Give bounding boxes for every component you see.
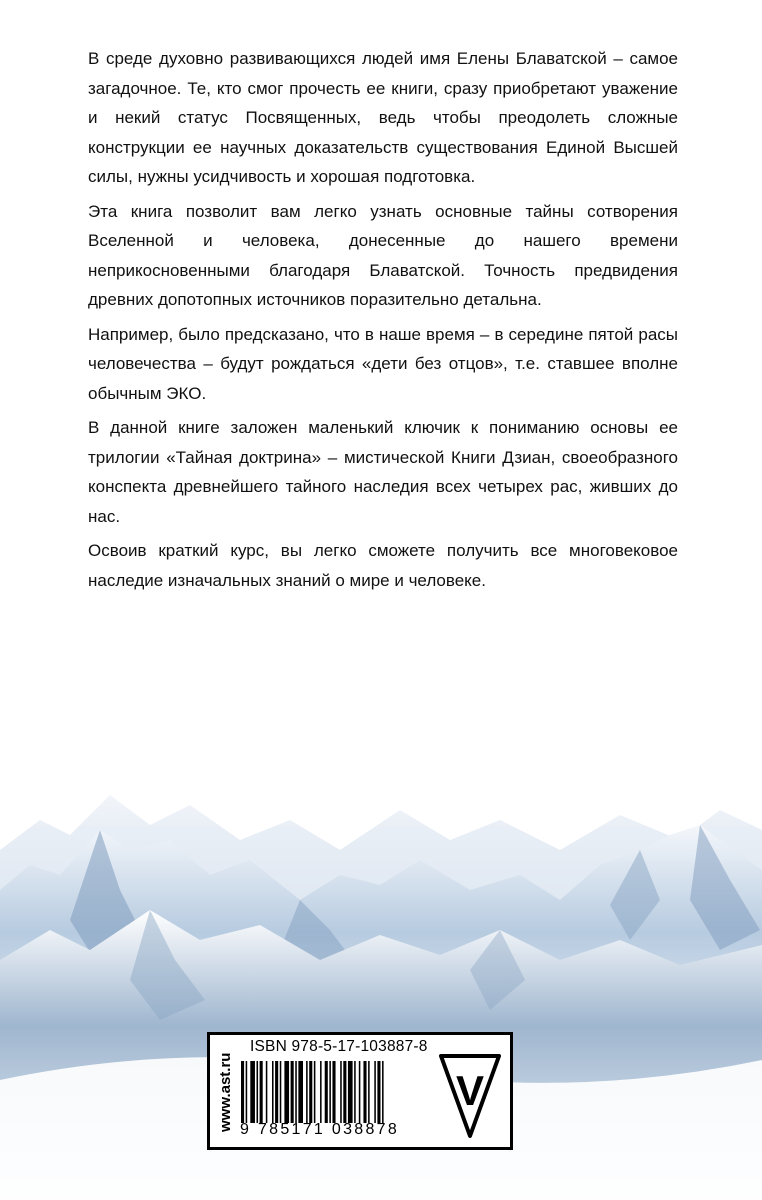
paragraph-1: В среде духовно развивающихся людей имя Елены Блаватской – самое загадочное. Те, кто смог прочесть ее книги, сразу приобретают уважение и некий статус Посвященных, ведь чтобы преодолеть сложные конструкции ее научных доказательств существования Единой Высшей силы, нужны усидчивость и хорошая подготовка. [88, 49, 678, 186]
barcode-bar [246, 1061, 248, 1123]
back-cover-text [88, 44, 678, 600]
paragraph-2: Эта книга позволит вам легко узнать основные тайны сотворения Вселенной и человека, донесенные до нашего времени неприкосновенными благодаря Блаватской. Точность предвидения древних допотопных источников поразительно детальна. [88, 201, 678, 309]
barcode-bar [374, 1061, 376, 1123]
barcode-bar [241, 1061, 244, 1123]
barcode-bar [291, 1061, 294, 1123]
publisher-logo [438, 1053, 502, 1139]
isbn-number: ISBN 978-5-17-103887-8 [250, 1038, 428, 1055]
barcode-bar [320, 1061, 322, 1123]
barcode-bar [280, 1061, 282, 1123]
barcode-bar [329, 1061, 331, 1123]
barcode-bar [309, 1061, 312, 1123]
barcode-bar [284, 1061, 289, 1123]
barcode-bar [348, 1061, 353, 1123]
barcode-bar [332, 1061, 335, 1123]
barcode-graphic [241, 1061, 429, 1123]
barcode-bar [377, 1061, 380, 1123]
barcode-bar [363, 1061, 366, 1123]
barcode-digits: 9 785171 038878 [240, 1121, 400, 1138]
paragraph-5: Освоив краткий курс, вы легко сможете получить все многовековое наследие изначальных знаний о мире и человеке. [88, 541, 678, 590]
barcode-bar [354, 1061, 356, 1123]
barcode-bar [272, 1061, 274, 1123]
barcode-bar [306, 1061, 308, 1123]
barcode-bar [250, 1061, 255, 1123]
barcode-bar [314, 1061, 316, 1123]
barcode-bar [298, 1061, 303, 1123]
barcode-panel [207, 1032, 513, 1150]
paragraph-4: В данной книге заложен маленький ключик к пониманию основы ее трилогии «Тайная доктрина» – мистической Книги Дзиан, своеобразного конспекта древнейшего тайного наследия всех четырех рас, живших до нас. [88, 418, 678, 526]
barcode-bar [340, 1061, 342, 1123]
barcode-bar [368, 1061, 370, 1123]
barcode-bar [257, 1061, 259, 1123]
barcode-bar [325, 1061, 328, 1123]
publisher-logo-letter: V [455, 1067, 485, 1114]
barcode-bar [359, 1061, 361, 1123]
barcode-bar [260, 1061, 263, 1123]
barcode-bar [343, 1061, 346, 1123]
barcode-bar [295, 1061, 297, 1123]
publisher-website: www.ast.ru [217, 1052, 234, 1132]
barcode-bar [382, 1061, 384, 1123]
barcode-bar [275, 1061, 278, 1123]
barcode-bar [266, 1061, 268, 1123]
paragraph-3: Например, было предсказано, что в наше время – в середине пятой расы человечества – будут рождаться «дети без отцов», т.е. ставшее вполне обычным ЭКО. [88, 324, 678, 403]
